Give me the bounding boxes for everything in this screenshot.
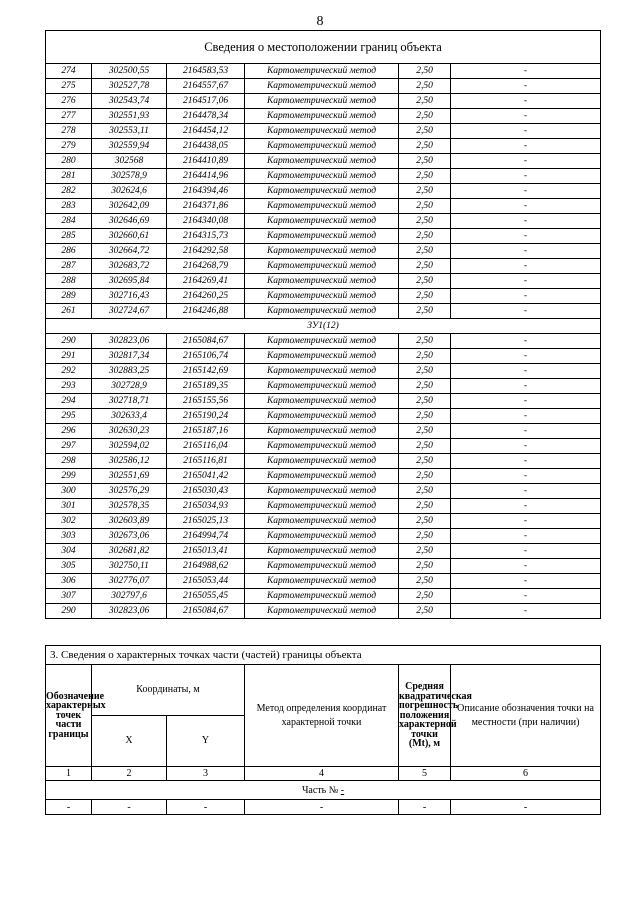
table-row [46,334,601,349]
table-row [46,484,601,499]
point-number: 276 [46,94,92,109]
y-coordinate: 2164478,34 [167,109,245,124]
method: Картометрический метод [245,574,399,589]
x-coordinate: 302728,9 [92,379,167,394]
table-row [46,514,601,529]
description: - [451,274,601,289]
accuracy: 2,50 [399,184,451,199]
description: - [451,199,601,214]
point-number: 301 [46,499,92,514]
x-coordinate: 302594,02 [92,439,167,454]
table-row [46,109,601,124]
accuracy: 2,50 [399,94,451,109]
x-coordinate: 302551,69 [92,469,167,484]
table-row [46,244,601,259]
description: - [451,529,601,544]
table-row [46,64,601,79]
method: Картометрический метод [245,454,399,469]
x-coordinate: 302817,34 [92,349,167,364]
col-number-5: 5 [399,767,451,781]
description: - [451,544,601,559]
description: - [451,139,601,154]
method: Картометрический метод [245,409,399,424]
y-coordinate: 2165084,67 [167,334,245,349]
y-coordinate: 2164438,05 [167,139,245,154]
method: Картометрический метод [245,109,399,124]
description: - [451,169,601,184]
table-row [46,574,601,589]
description: - [451,379,601,394]
table-row [46,289,601,304]
x-coordinate: 302568 [92,154,167,169]
point-number: 282 [46,184,92,199]
point-number: 292 [46,364,92,379]
y-coordinate: 2165190,24 [167,409,245,424]
table-row [46,469,601,484]
description: - [451,364,601,379]
col-designation-header: Обозначение характерных точек части границы [46,665,92,767]
x-coordinate: 302500,55 [92,64,167,79]
table-row [46,499,601,514]
x-coordinate: 302664,72 [92,244,167,259]
y-coordinate: 2165053,44 [167,574,245,589]
x-coordinate: 302578,35 [92,499,167,514]
col-description-header: Описание обозначения точки на местности (при наличии) [451,665,601,767]
table-row [46,379,601,394]
y-coordinate: 2165116,81 [167,454,245,469]
y-coordinate: 2165116,04 [167,439,245,454]
part-value: - [340,784,345,796]
accuracy: 2,50 [399,64,451,79]
method: Картометрический метод [245,469,399,484]
accuracy: 2,50 [399,499,451,514]
method: Картометрический метод [245,604,399,619]
y-coordinate: 2164414,96 [167,169,245,184]
x-coordinate: 302660,61 [92,229,167,244]
empty-cell: - [92,800,167,815]
x-coordinate: 302695,84 [92,274,167,289]
accuracy: 2,50 [399,259,451,274]
col-number-3: 3 [167,767,245,781]
point-number: 283 [46,199,92,214]
point-number: 284 [46,214,92,229]
description: - [451,229,601,244]
accuracy: 2,50 [399,574,451,589]
accuracy: 2,50 [399,409,451,424]
point-number: 294 [46,394,92,409]
accuracy: 2,50 [399,559,451,574]
y-coordinate: 2164454,12 [167,124,245,139]
description: - [451,484,601,499]
point-number: 306 [46,574,92,589]
y-coordinate: 2164268,79 [167,259,245,274]
accuracy: 2,50 [399,529,451,544]
point-number: 290 [46,334,92,349]
table-row [46,364,601,379]
method: Картометрический метод [245,184,399,199]
method: Картометрический метод [245,229,399,244]
x-coordinate: 302543,74 [92,94,167,109]
table-row [46,94,601,109]
accuracy: 2,50 [399,274,451,289]
accuracy: 2,50 [399,214,451,229]
x-coordinate: 302633,4 [92,409,167,424]
description: - [451,469,601,484]
empty-cell: - [399,800,451,815]
point-number: 290 [46,604,92,619]
point-number: 295 [46,409,92,424]
description: - [451,214,601,229]
accuracy: 2,50 [399,469,451,484]
point-number: 302 [46,514,92,529]
x-coordinate: 302578,9 [92,169,167,184]
y-coordinate: 2164557,67 [167,79,245,94]
x-coordinate: 302527,78 [92,79,167,94]
method: Картометрический метод [245,484,399,499]
point-number: 278 [46,124,92,139]
x-coordinate: 302553,11 [92,124,167,139]
y-coordinate: 2165155,56 [167,394,245,409]
y-coordinate: 2165055,45 [167,589,245,604]
col-accuracy-header: Средняя квадратическая погрешность положения характерной точки (Mt), м [399,665,451,767]
table-row [46,184,601,199]
point-number: 274 [46,64,92,79]
y-coordinate: 2164583,53 [167,64,245,79]
section-title: Сведения о местоположении границ объекта [46,31,601,64]
description: - [451,424,601,439]
description: - [451,289,601,304]
x-coordinate: 302681,82 [92,544,167,559]
description: - [451,334,601,349]
description: - [451,409,601,424]
table-row [46,349,601,364]
y-coordinate: 2164315,73 [167,229,245,244]
accuracy: 2,50 [399,484,451,499]
page-number: 8 [316,14,324,29]
table-row [46,604,601,619]
col-coordinates-header: Координаты, м [92,665,245,716]
point-number: 286 [46,244,92,259]
col-number-2: 2 [92,767,167,781]
description: - [451,259,601,274]
x-coordinate: 302551,93 [92,109,167,124]
table-row [46,259,601,274]
table-row [46,409,601,424]
y-coordinate: 2165084,67 [167,604,245,619]
y-coordinate: 2164394,46 [167,184,245,199]
point-number: 291 [46,349,92,364]
table-row [46,169,601,184]
description: - [451,349,601,364]
method: Картометрический метод [245,289,399,304]
method: Картометрический метод [245,424,399,439]
y-coordinate: 2165025,13 [167,514,245,529]
method: Картометрический метод [245,544,399,559]
empty-cell: - [451,800,601,815]
y-coordinate: 2164517,06 [167,94,245,109]
x-coordinate: 302642,09 [92,199,167,214]
point-number: 280 [46,154,92,169]
description: - [451,604,601,619]
y-coordinate: 2164371,86 [167,199,245,214]
col-y-header: Y [167,716,245,767]
description: - [451,454,601,469]
point-number: 293 [46,379,92,394]
x-coordinate: 302559,94 [92,139,167,154]
x-coordinate: 302630,23 [92,424,167,439]
point-number: 297 [46,439,92,454]
y-coordinate: 2165189,35 [167,379,245,394]
point-number: 296 [46,424,92,439]
description: - [451,589,601,604]
accuracy: 2,50 [399,394,451,409]
description: - [451,559,601,574]
accuracy: 2,50 [399,589,451,604]
col-method-header: Метод определения координат характерной точки [245,665,399,767]
accuracy: 2,50 [399,289,451,304]
accuracy: 2,50 [399,139,451,154]
point-number: 298 [46,454,92,469]
description: - [451,64,601,79]
accuracy: 2,50 [399,169,451,184]
y-coordinate: 2164988,62 [167,559,245,574]
accuracy: 2,50 [399,124,451,139]
table-row [46,544,601,559]
col-number-4: 4 [245,767,399,781]
x-coordinate: 302724,67 [92,304,167,319]
description: - [451,499,601,514]
point-number: 261 [46,304,92,319]
point-number: 285 [46,229,92,244]
method: Картометрический метод [245,529,399,544]
point-number: 305 [46,559,92,574]
point-number: 307 [46,589,92,604]
accuracy: 2,50 [399,424,451,439]
point-number: 289 [46,289,92,304]
accuracy: 2,50 [399,244,451,259]
table-row [46,139,601,154]
table-row [46,304,601,319]
description: - [451,394,601,409]
description: - [451,304,601,319]
col-number-6: 6 [451,767,601,781]
y-coordinate: 2165041,42 [167,469,245,484]
method: Картометрический метод [245,244,399,259]
table-row [46,214,601,229]
accuracy: 2,50 [399,439,451,454]
x-coordinate: 302624,6 [92,184,167,199]
point-number: 304 [46,544,92,559]
description: - [451,439,601,454]
y-coordinate: 2164246,88 [167,304,245,319]
x-coordinate: 302823,06 [92,334,167,349]
table-row [46,79,601,94]
y-coordinate: 2165030,43 [167,484,245,499]
part-points-table [45,645,601,815]
accuracy: 2,50 [399,304,451,319]
section3-title: 3. Сведения о характерных точках части (частей) границы объекта [46,646,601,665]
y-coordinate: 2164340,08 [167,214,245,229]
col-number-1: 1 [46,767,92,781]
x-coordinate: 302776,07 [92,574,167,589]
method: Картометрический метод [245,169,399,184]
x-coordinate: 302683,72 [92,259,167,274]
method: Картометрический метод [245,199,399,214]
description: - [451,79,601,94]
y-coordinate: 2165142,69 [167,364,245,379]
y-coordinate: 2165013,41 [167,544,245,559]
method: Картометрический метод [245,64,399,79]
y-coordinate: 2164269,41 [167,274,245,289]
table-row [46,529,601,544]
x-coordinate: 302716,43 [92,289,167,304]
method: Картометрический метод [245,439,399,454]
method: Картометрический метод [245,139,399,154]
method: Картометрический метод [245,124,399,139]
method: Картометрический метод [245,379,399,394]
x-coordinate: 302797,6 [92,589,167,604]
point-number: 281 [46,169,92,184]
accuracy: 2,50 [399,349,451,364]
method: Картометрический метод [245,94,399,109]
accuracy: 2,50 [399,544,451,559]
point-number: 300 [46,484,92,499]
table-row [46,229,601,244]
table-row [46,424,601,439]
table-row [46,439,601,454]
method: Картометрический метод [245,79,399,94]
point-number: 288 [46,274,92,289]
method: Картометрический метод [245,214,399,229]
method: Картометрический метод [245,334,399,349]
accuracy: 2,50 [399,79,451,94]
description: - [451,184,601,199]
description: - [451,124,601,139]
table-row [46,454,601,469]
y-coordinate: 2165187,16 [167,424,245,439]
point-number: 303 [46,529,92,544]
table-row [46,124,601,139]
accuracy: 2,50 [399,379,451,394]
method: Картометрический метод [245,589,399,604]
method: Картометрический метод [245,154,399,169]
boundary-table [45,30,601,619]
x-coordinate: 302823,06 [92,604,167,619]
empty-cell: - [167,800,245,815]
description: - [451,244,601,259]
accuracy: 2,50 [399,334,451,349]
col-x-header: X [92,716,167,767]
part-row [46,781,601,800]
y-coordinate: 2164994,74 [167,529,245,544]
method: Картометрический метод [245,394,399,409]
accuracy: 2,50 [399,109,451,124]
y-coordinate: 2165106,74 [167,349,245,364]
y-coordinate: 2164410,89 [167,154,245,169]
accuracy: 2,50 [399,454,451,469]
point-number: 279 [46,139,92,154]
point-number: 299 [46,469,92,484]
point-number: 287 [46,259,92,274]
accuracy: 2,50 [399,364,451,379]
y-coordinate: 2164260,25 [167,289,245,304]
empty-cell: - [46,800,92,815]
group-label: ЗУ1(12) [46,319,601,334]
accuracy: 2,50 [399,199,451,214]
description: - [451,514,601,529]
method: Картометрический метод [245,499,399,514]
method: Картометрический метод [245,364,399,379]
table-row [46,274,601,289]
accuracy: 2,50 [399,154,451,169]
point-number: 277 [46,109,92,124]
x-coordinate: 302673,06 [92,529,167,544]
method: Картометрический метод [245,514,399,529]
x-coordinate: 302586,12 [92,454,167,469]
empty-cell: - [245,800,399,815]
table-row [46,199,601,214]
x-coordinate: 302883,25 [92,364,167,379]
y-coordinate: 2165034,93 [167,499,245,514]
part-label: Часть № [301,784,339,796]
description: - [451,574,601,589]
accuracy: 2,50 [399,604,451,619]
x-coordinate: 302576,29 [92,484,167,499]
x-coordinate: 302646,69 [92,214,167,229]
x-coordinate: 302603,89 [92,514,167,529]
x-coordinate: 302718,71 [92,394,167,409]
accuracy: 2,50 [399,229,451,244]
table-row [46,154,601,169]
description: - [451,154,601,169]
description: - [451,94,601,109]
accuracy: 2,50 [399,514,451,529]
y-coordinate: 2164292,58 [167,244,245,259]
method: Картометрический метод [245,559,399,574]
table-row [46,394,601,409]
method: Картометрический метод [245,274,399,289]
method: Картометрический метод [245,259,399,274]
table-row [46,589,601,604]
point-number: 275 [46,79,92,94]
table-row [46,559,601,574]
method: Картометрический метод [245,304,399,319]
method: Картометрический метод [245,349,399,364]
x-coordinate: 302750,11 [92,559,167,574]
description: - [451,109,601,124]
